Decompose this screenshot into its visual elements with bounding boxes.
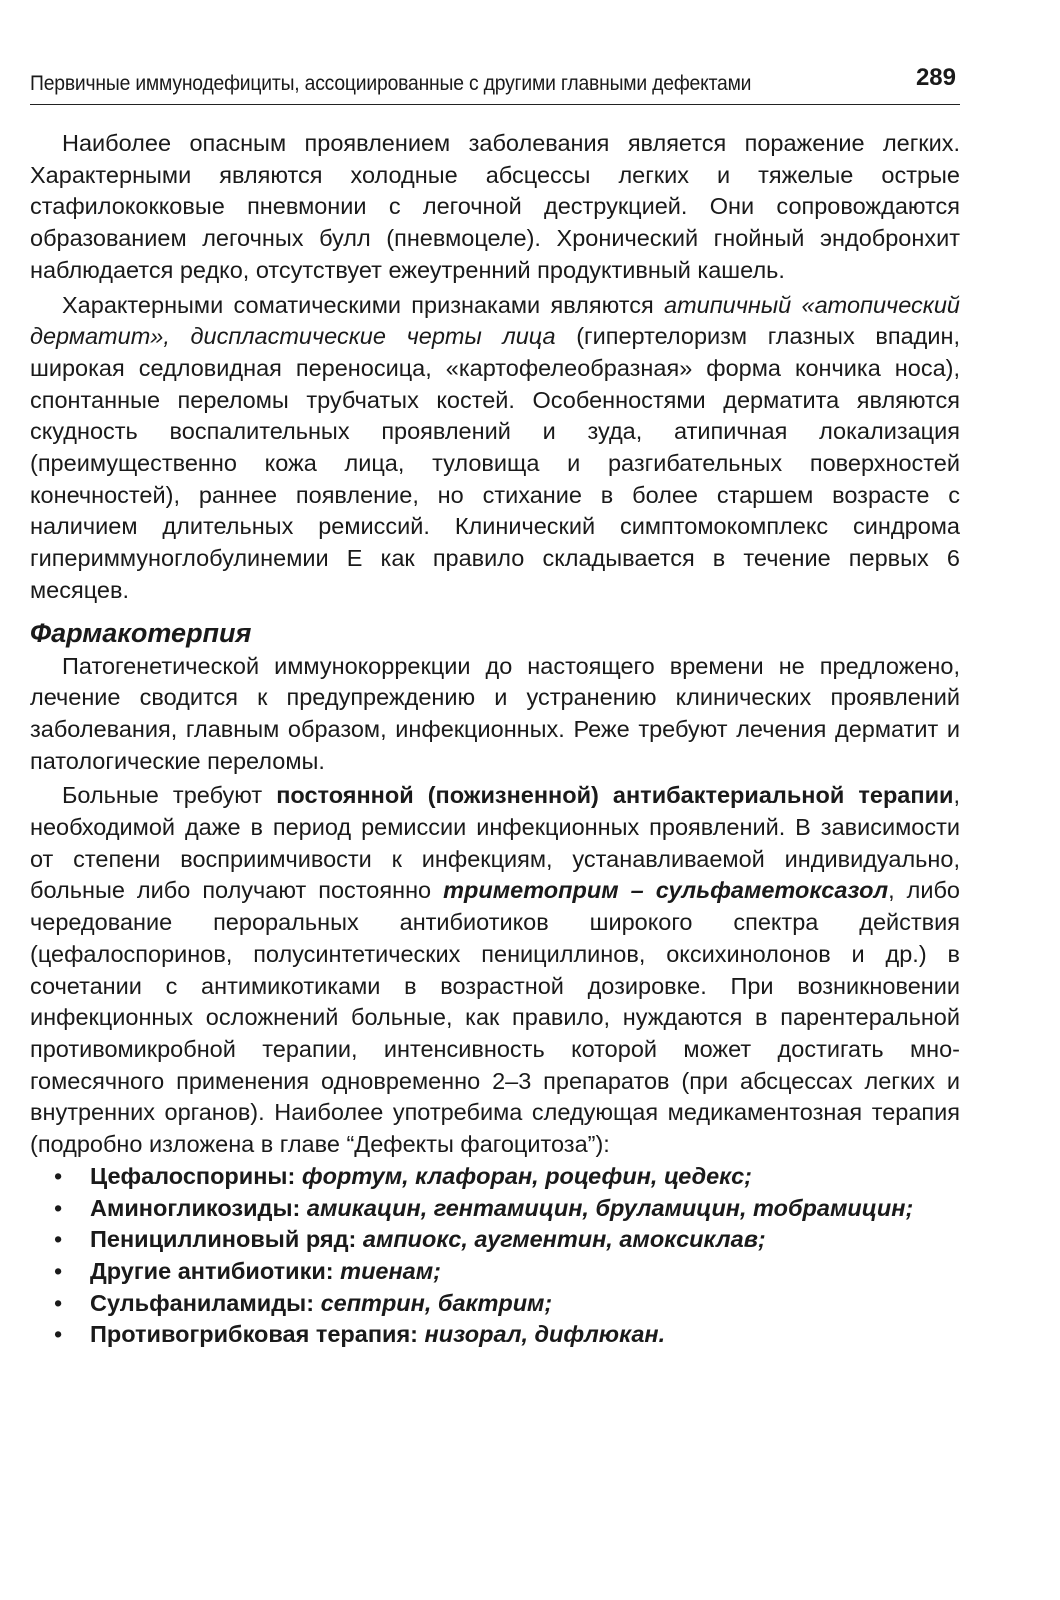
list-item-cephalosporins: [30, 1161, 960, 1193]
paragraph-somatic-signs: [30, 290, 960, 607]
list-item-drugs: фортум, клафоран, роцефин, цедекс;: [301, 1162, 752, 1189]
list-item-other-antibiotics: [30, 1256, 960, 1288]
list-item-drugs: низорал, дифлюкан.: [424, 1321, 666, 1348]
list-item-drugs: ампиокс, аугментин, амоксиклав;: [362, 1226, 766, 1253]
list-item-drugs: септрин, бактрим;: [320, 1289, 553, 1316]
bullet-icon: •: [54, 1321, 63, 1348]
drug-list: [30, 1161, 960, 1351]
page-body: [30, 128, 960, 1351]
running-header: [30, 62, 960, 105]
bullet-icon: •: [54, 1226, 63, 1253]
paragraph-pathogenetic-correction: Патогенетической иммунокоррекции до настоящего времени не предложено, лечение сводится к предупреждению и устранению клинических проявлений заболевания, главным образом, инфекционных. Реже требуют лечения дерматит и патологические переломы.: [30, 652, 960, 774]
paragraph-somatic-signs-intro: Характерными соматическими признаками являются: [62, 291, 665, 318]
list-item-category: Пенициллиновый ряд:: [90, 1226, 363, 1253]
list-item-drugs: амикацин, гентамицин, бруламицин, тобрамицин;: [306, 1194, 914, 1221]
paragraph-antibacterial-intro: Больные требуют: [62, 782, 277, 809]
list-item-category: Сульфаниламиды:: [90, 1289, 321, 1316]
list-item-antifungal: [30, 1319, 960, 1351]
paragraph-somatic-signs-rest: (гипертелоризм глазных впадин, широкая седловидная переносица, «картофелеобразная» форма кончика носа), спонтанные переломы трубчатых костей. Особенностями дерматита являются скудность воспалительных проявлений и зуда, атипичная локализация (преимущественно кожа лица, туловища и разгибательных поверхностей конечностей), раннее появление, но стихание в более старшем возрасте с наличием длительных ремиссий. Клинический симптомокомплекс синдрома гипериммуноглобулинемии E как правило складывается в течение первых 6 месяцев.: [30, 323, 960, 603]
list-item-category: Другие антибиотики:: [90, 1257, 341, 1284]
bullet-icon: •: [54, 1162, 63, 1189]
section-heading-pharmacotherapy: Фармакотерпия: [30, 617, 252, 648]
list-item-drugs: тиенам;: [340, 1257, 441, 1284]
paragraph-somatic-signs-emphasis: атипичный «атопический дерматит», диспластические черты лица: [30, 291, 960, 350]
page-number: 289: [915, 64, 956, 91]
list-item-category: Противогрибковая терапия:: [90, 1321, 425, 1348]
list-item-category: Аминогликозиды:: [90, 1194, 307, 1221]
list-item-category: Цефалоспорины:: [90, 1162, 302, 1189]
paragraph-antibacterial-middle: , необходимой даже в период ремиссии инфекционных проявлений. В зависимости от степени восприимчивости к инфекциям, устанавливаемой индивидуально, больные либо получают постоянно: [30, 782, 960, 904]
bullet-icon: •: [54, 1289, 63, 1316]
bullet-icon: •: [54, 1257, 63, 1284]
paragraph-lung-lesions: Наиболее опасным проявлением заболевания является поражение легких. Характерными являются холодные абсцессы легких и тяжелые острые стафилококковые пневмонии с легочной деструкцией. Они сопровождаются образованием легочных булл (пневмоцеле). Хронический гнойный эндобронхит наблюдается редко, отсутствует ежеутренний продуктивный кашель.: [30, 130, 960, 283]
running-header-title: Первичные иммунодефициты, ассоциированные с другими главными дефектами: [30, 72, 752, 95]
list-item-penicillins: [30, 1224, 960, 1256]
bullet-icon: •: [54, 1194, 63, 1221]
paragraph-antibacterial-rest: , либо чередование пероральных антибиотиков широкого спектра действия (цефалоспоринов, полусинтетических пенициллинов, оксихинолонов и др.) в сочетании с антимикотиками в возрастной дозировке. При возникновении инфекционных осложнений больные, как правило, нуждаются в парентеральной противомикробной терапии, интенсивность которой может достигать многомесячного применения одновременно 2–3 препаратов (при абсцессах легких и внутренних органов). Наиболее употребима следующая медикаментозная терапия (подробно изложена в главе “Дефекты фагоцитоза”):: [30, 877, 960, 1158]
paragraph-antibacterial-therapy: [30, 780, 960, 1160]
paragraph-antibacterial-emphasis: постоянной (пожизненной) антибактериальной терапии: [276, 782, 954, 809]
list-item-sulfonamides: [30, 1288, 960, 1320]
list-item-aminoglycosides: [30, 1193, 960, 1225]
paragraph-antibacterial-drug-name: триметоприм – сульфаметоксазол: [443, 877, 889, 904]
